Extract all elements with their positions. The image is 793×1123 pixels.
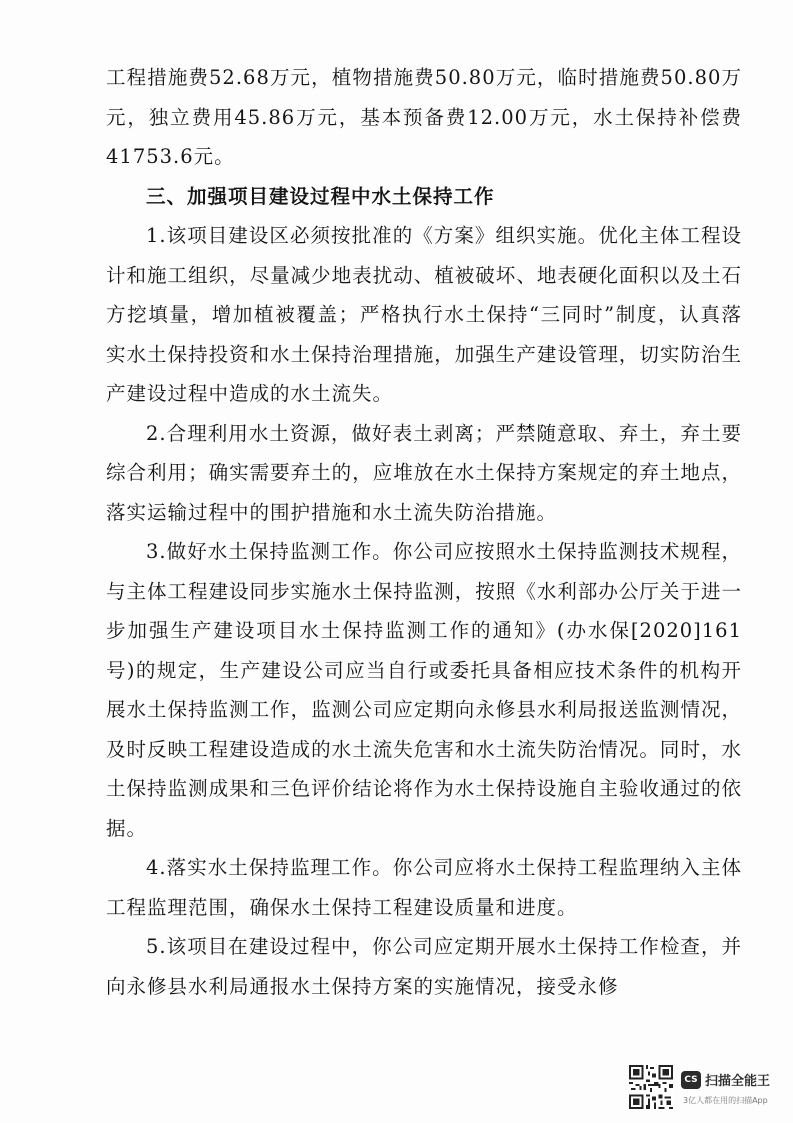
paragraph-item-3: 3.做好水土保持监测工作。你公司应按照水土保持监测技术规程，与主体工程建设同步实施水土保持监测，按照《水利部办公厅关于进一步加强生产建设项目水土保持监测工作的通知》(办水保[2020]161号)的规定，生产建设公司应当自行或委托具备相应技术条件的机构开展水土保持监测工作，监测公司应定期向永修县水利局报送监测情况，及时反映工程建设造成的水土流失危害和水土流失防治情况。同时，水土保持监测成果和三色评价结论将作为水土保持设施自主验收通过的依据。 [106, 540, 742, 840]
scanner-watermark [629, 1065, 785, 1113]
section-heading: 三、加强项目建设过程中水土保持工作 [146, 184, 495, 208]
qr-code-icon [629, 1065, 673, 1109]
scanner-brand-name: 扫描全能王 [705, 1074, 771, 1089]
paragraph-cost-summary: 工程措施费52.68万元，植物措施费50.80万元，临时措施费50.80万元，独立费用45.86万元，基本预备费12.00万元，水土保持补偿费41753.6元。 [106, 66, 742, 168]
camscanner-logo-icon: CS [681, 1071, 701, 1089]
paragraph-item-1: 1.该项目建设区必须按批准的《方案》组织实施。优化主体工程设计和施工组织，尽量减少地表扰动、植被破坏、地表硬化面积以及土石方挖填量，增加植被覆盖；严格执行水土保持“三同时”制度，认真落实水土保持投资和水土保持治理措施，加强生产建设管理，切实防治生产建设过程中造成的水土流失。 [106, 224, 742, 405]
scanner-tagline: 3亿人都在用的扫描App [683, 1096, 768, 1105]
paragraph-item-5: 5.该项目在建设过程中，你公司应定期开展水土保持工作检查，并向永修县水利局通报水土保持方案的实施情况，接受永修 [106, 935, 742, 998]
paragraph-item-4: 4.落实水土保持监理工作。你公司应将水土保持工程监理纳入主体工程监理范围，确保水土保持工程建设质量和进度。 [106, 856, 742, 919]
document-body [106, 58, 742, 1006]
paragraph-item-2: 2.合理利用水土资源，做好表土剥离；严禁随意取、弃土，弃土要综合利用；确实需要弃土的，应堆放在水土保持方案规定的弃土地点，落实运输过程中的围护措施和水土流失防治措施。 [106, 421, 742, 524]
